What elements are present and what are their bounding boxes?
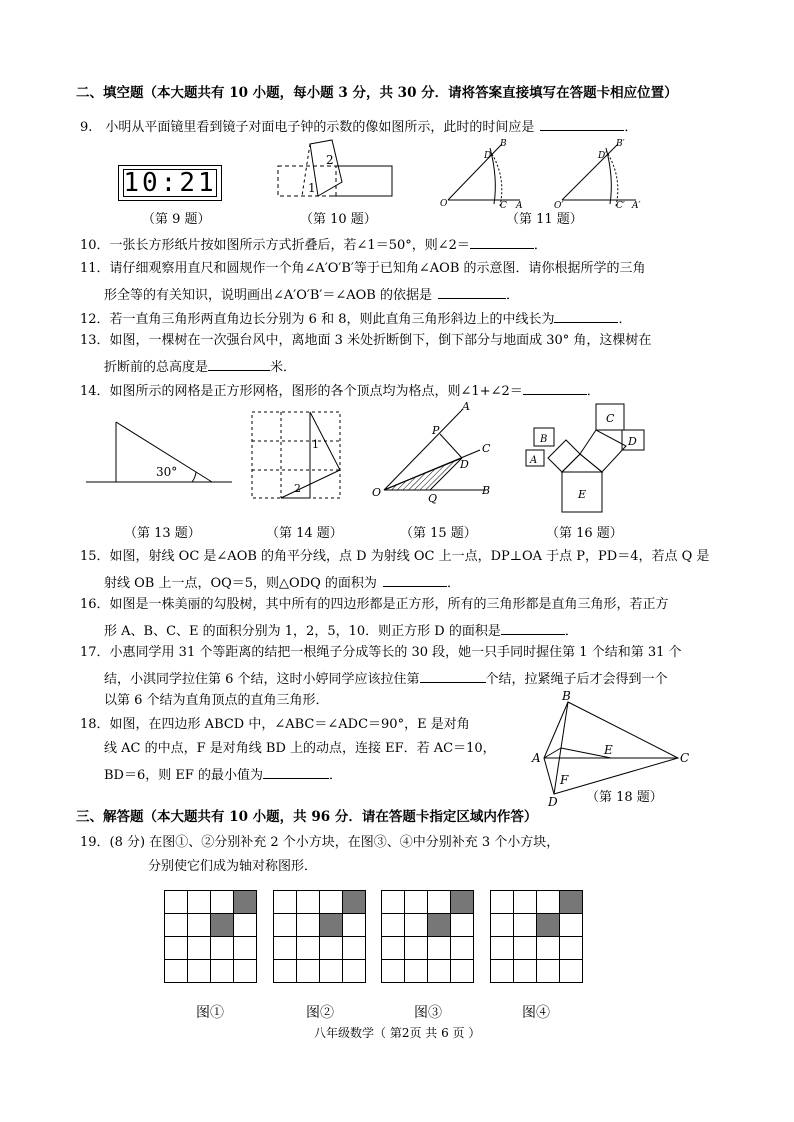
question-17-line3: 以第 6 个结为直角顶点的直角三角形．: [104, 693, 329, 708]
fig15-label-D: D: [460, 458, 469, 471]
grid-figure-3[interactable]: [381, 890, 474, 983]
question-18-line1: 18．如图，在四边形 ABCD 中，∠ABC＝∠ADC＝90°，E 是对角: [80, 717, 470, 732]
fig11-label-A-prime: A′: [632, 201, 641, 211]
question-18-line3: BD＝6，则 EF 的最小值为 ．: [104, 764, 342, 785]
question-16-line1: 16．如图是一株美丽的勾股树，其中所有的四边形都是正方形，所有的三角形都是直角三角形，若正方: [80, 597, 669, 612]
fig11-label-C-prime: C′: [616, 201, 625, 211]
caption-fig14: （第 14 题）: [266, 526, 343, 541]
fig13-angle-label: 30°: [156, 465, 178, 479]
grid-label-3: 图③: [414, 1005, 442, 1021]
fig18-label-E: E: [604, 743, 613, 757]
question-11-line1: 11．请仔细观察用直尺和圆规作一个角∠A′O′B′等于已知角∠AOB 的示意图．请你根据所学的三角: [80, 261, 646, 276]
answer-blank[interactable]: [501, 620, 565, 635]
fig18-label-D: D: [548, 795, 558, 809]
fig15-angle-bisector: [370, 398, 500, 504]
fig11-label-D-prime: D′: [598, 151, 608, 161]
fig11-label-C: C: [500, 201, 507, 211]
fig10-angle-2: 2: [326, 153, 334, 167]
fig15-label-B: B: [482, 484, 491, 497]
fig11-angle-construction: [436, 138, 646, 214]
question-13-line1: 13．如图，一棵树在一次强台风中，离地面 3 米处折断倒下，倒下部分与地面成 30° 角，这棵树在: [80, 333, 652, 348]
fig16-label-A: A: [530, 455, 538, 466]
grid-label-2: 图②: [306, 1005, 334, 1021]
section-3-title: 三、解答题（本大题共有 10 小题，共 96 分．请在答题卡指定区域内作答）: [76, 809, 538, 825]
question-17-line2: 结，小淇同学拉住第 6 个结，这时小婷同学应该拉住第 个结，拉紧绳子后才会得到一个: [104, 668, 668, 689]
fig16-label-D: D: [628, 435, 637, 448]
fig18-label-B: B: [562, 689, 571, 703]
fig14-angle-1: 1: [312, 438, 319, 451]
caption-fig18: （第 18 题）: [586, 790, 663, 805]
answer-blank[interactable]: [263, 764, 329, 779]
grid-figure-1[interactable]: [164, 890, 257, 983]
question-19-line1: 19．(8 分) 在图①、②分别补充 2 个小方块，在图③、④中分别补充 3 个小方块，: [80, 835, 560, 850]
clock-frame: [118, 165, 222, 201]
question-15-line1: 15．如图，射线 OC 是∠AOB 的角平分线，点 D 为射线 OC 上一点，DP⊥OA 于点 P，PD＝4，若点 Q 是: [80, 549, 710, 564]
answer-blank[interactable]: [438, 284, 506, 299]
fig15-label-Q: Q: [428, 492, 438, 505]
question-15-line2: 射线 OB 上一点，OQ＝5，则△ODQ 的面积为 ．: [104, 572, 460, 593]
clock-digits: 10:21: [123, 168, 217, 198]
fig18-label-A: A: [532, 751, 541, 765]
page-footer: 八年级数学（ 第2页 共 6 页 ）: [314, 1026, 481, 1040]
question-10: 10．一张长方形纸片按如图所示方式折叠后，若∠1＝50°，则∠2＝ ．: [80, 234, 547, 255]
question-19-line2: 分别使它们成为轴对称图形．: [148, 859, 318, 874]
question-13-line2: 折断前的总高度是 米．: [104, 356, 296, 377]
answer-blank[interactable]: [470, 234, 534, 249]
caption-fig15: （第 15 题）: [400, 526, 477, 541]
caption-fig11: （第 11 题）: [506, 212, 583, 227]
fig14-square-grid: [250, 410, 346, 502]
fig16-pythagoras-tree: [518, 400, 650, 516]
fig16-label-C: C: [606, 412, 615, 425]
fig14-angle-2: 2: [294, 482, 301, 495]
caption-fig16: （第 16 题）: [546, 526, 623, 541]
fig15-label-O: O: [372, 486, 382, 499]
grid-label-4: 图④: [522, 1005, 550, 1021]
fig11-label-O: O: [440, 199, 448, 209]
question-11-line2: 形全等的有关知识，说明画出∠A′O′B′＝∠AOB 的依据是 ．: [104, 284, 519, 305]
question-18-line2: 线 AC 的中点，F 是对角线 BD 上的动点，连接 EF．若 AC＝10，: [104, 741, 496, 756]
question-9: 9. 小明从平面镜里看到镜子对面电子钟的示数的像如图所示，此时的时间应是 ．: [80, 116, 637, 137]
caption-fig9: （第 9 题）: [142, 212, 211, 227]
question-14: 14．如图所示的网格是正方形网格，图形的各个顶点均为格点，则∠1+∠2＝ ．: [80, 380, 600, 401]
answer-blank[interactable]: [540, 116, 624, 131]
question-17-line1: 17．小惠同学用 31 个等距离的结把一根绳子分成等长的 30 段，她一只手同时握住第 1 个结和第 31 个: [80, 645, 682, 660]
fig16-label-E: E: [578, 488, 587, 501]
fig15-label-C: C: [482, 442, 491, 455]
grid-figure-4[interactable]: [490, 890, 583, 983]
question-12: 12．若一直角三角形两直角边长分别为 6 和 8，则此直角三角形斜边上的中线长为 ．: [80, 308, 632, 329]
caption-fig13: （第 13 题）: [124, 526, 201, 541]
grid-label-1: 图①: [196, 1005, 224, 1021]
fig11-label-B-prime: B′: [616, 139, 625, 149]
answer-blank[interactable]: [208, 356, 270, 371]
fig11-label-O-prime: O′: [554, 201, 564, 211]
fig15-label-P: P: [432, 424, 440, 437]
answer-blank[interactable]: [420, 668, 486, 683]
answer-blank[interactable]: [554, 308, 618, 323]
answer-blank[interactable]: [523, 380, 587, 395]
caption-fig10: （第 10 题）: [300, 212, 377, 227]
answer-blank[interactable]: [383, 572, 447, 587]
fig11-label-D: D: [484, 151, 492, 161]
fig10-folded-strip: [272, 138, 412, 208]
fig18-label-C: C: [680, 751, 690, 765]
fig16-label-B: B: [540, 434, 548, 445]
fig18-label-F: F: [560, 773, 569, 787]
fig15-label-A: A: [462, 400, 470, 413]
question-16-line2: 形 A、B、C、E 的面积分别为 1，2，5，10．则正方形 D 的面积是 ．: [104, 620, 578, 641]
fig13-broken-tree: [86, 412, 236, 488]
section-2-title: 二、填空题（本大题共有 10 小题，每小题 3 分，共 30 分．请将答案直接填写在答题卡相应位置）: [76, 85, 678, 101]
fig11-label-A: A: [516, 201, 523, 211]
fig10-angle-1: 1: [308, 181, 316, 195]
fig11-label-B: B: [500, 139, 507, 149]
grid-figure-2[interactable]: [273, 890, 366, 983]
